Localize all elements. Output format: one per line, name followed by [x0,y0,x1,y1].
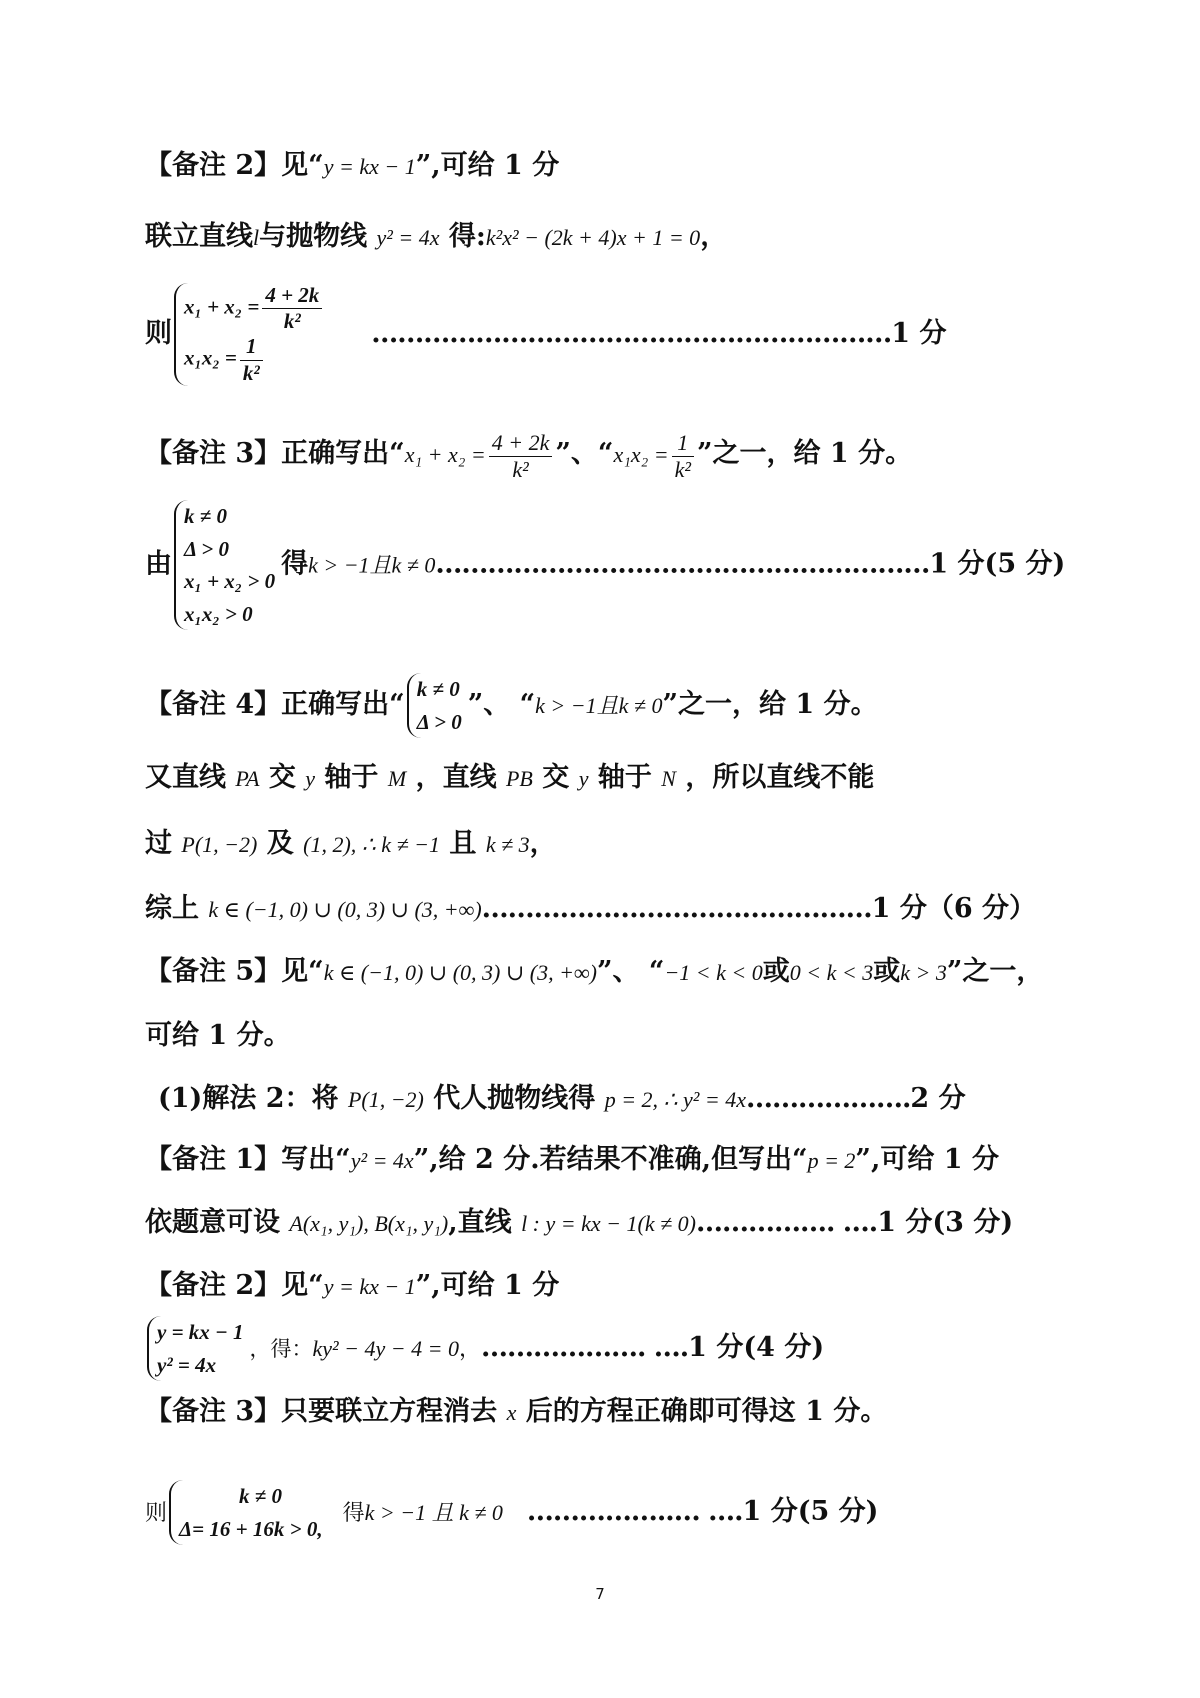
note-5-line: 【备注 5】见“k ∈ (−1, 0) ∪ (0, 3) ∪ (3, +∞)”、 “−1 < k < 0或0 < k < 3或k > 3”之一， [145,956,1044,987]
note-3b-line: 【备注 3】只要联立方程消去 x 后的方程正确即可得这 1 分。 [145,1396,888,1427]
summary-line: 综上 k ∈ (−1, 0) ∪ (0, 3) ∪ (3, +∞)………………………………………1 分（6 分） [145,893,1037,924]
condition-system: k ≠ 0 Δ > 0 x₁ + x₂ > 0 x₁x₂ > 0 [174,500,275,630]
final-system: k ≠ 0 Δ= 16 + 16k > 0, [169,1480,323,1545]
vieta-system: x₁ + x₂ = $\frac{4 + 2k}{\text{k²}}$ x₁x₂ = $\frac{1}{\text{k²}}$ [174,283,325,386]
setup-line: 依题意可设 A(x₁, y₁), B(x₁, y₁),直线 l : y = kx − 1(k ≠ 0)……………. ….1 分(3 分) [145,1207,1014,1238]
page-number: 7 [595,1585,605,1603]
condition-system-line: 由 k ≠ 0 Δ > 0 x₁ + x₂ > 0 x₁x₂ > 0 得k > −1且k ≠ 0…………………………………………………1 分(5 分) [145,500,1065,630]
exclusion-line: 过 P(1, −2) 及 (1, 2), ∴ k ≠ −1 且 k ≠ 3， [145,828,557,859]
vieta-system-line: 则 x₁ + x₂ = $\frac{4 + 2k}{\text{k²}}$ x₁x₂ = $\frac{1}{\text{k²}}$ ……………………………………………………1 分 [145,283,947,385]
line-pa-pb-text: 又直线 PA 交 y 轴于 M ，直线 PB 交 y 轴于 N ，所以直线不能 [145,762,875,793]
final-condition-line: 则 k ≠ 0 Δ= 16 + 16k > 0, 得k > −1 且 k ≠ 0 ……………..… ….1 分(5 分) [145,1480,878,1545]
note-2-line: 【备注 2】见“y = kx − 1”,可给 1 分 [145,150,560,181]
note-5-cont: 可给 1 分。 [145,1020,291,1051]
note-3-line: 【备注 3】正确写出“x₁ + x₂ = $\frac{4 + 2k}{\text{k²}}$ ”、“x₁x₂ = $\frac{1}{\text{k²}}$ ”之一，给 1 分。 [145,430,913,483]
note-1-line: 【备注 1】写出“y² = 4x”,给 2 分.若结果不准确,但写出“p = 2”,可给 1 分 [145,1144,999,1175]
method-2-line: (1)解法 2：将 P(1, −2) 代人抛物线得 p = 2, ∴ y² = 4x……………….2 分 [158,1083,966,1114]
note-4-line: 【备注 4】正确写出“ k ≠ 0 Δ > 0 ”、 “k > −1且k ≠ 0”之一，给 1 分。 [145,673,878,738]
note-2b-line: 【备注 2】见“y = kx − 1”,可给 1 分 [145,1270,560,1301]
system-eliminate-line: y = kx − 1 y² = 4x ，得：ky² − 4y − 4 = 0，………………. ….1 分(4 分) [145,1316,824,1381]
note-4-system: k ≠ 0 Δ > 0 [407,673,462,738]
combine-equation-line: 联立直线l与抛物线 y² = 4x 得:k²x² − (2k + 4)x + 1 = 0， [145,221,728,252]
equation-system: y = kx − 1 y² = 4x [147,1316,244,1381]
